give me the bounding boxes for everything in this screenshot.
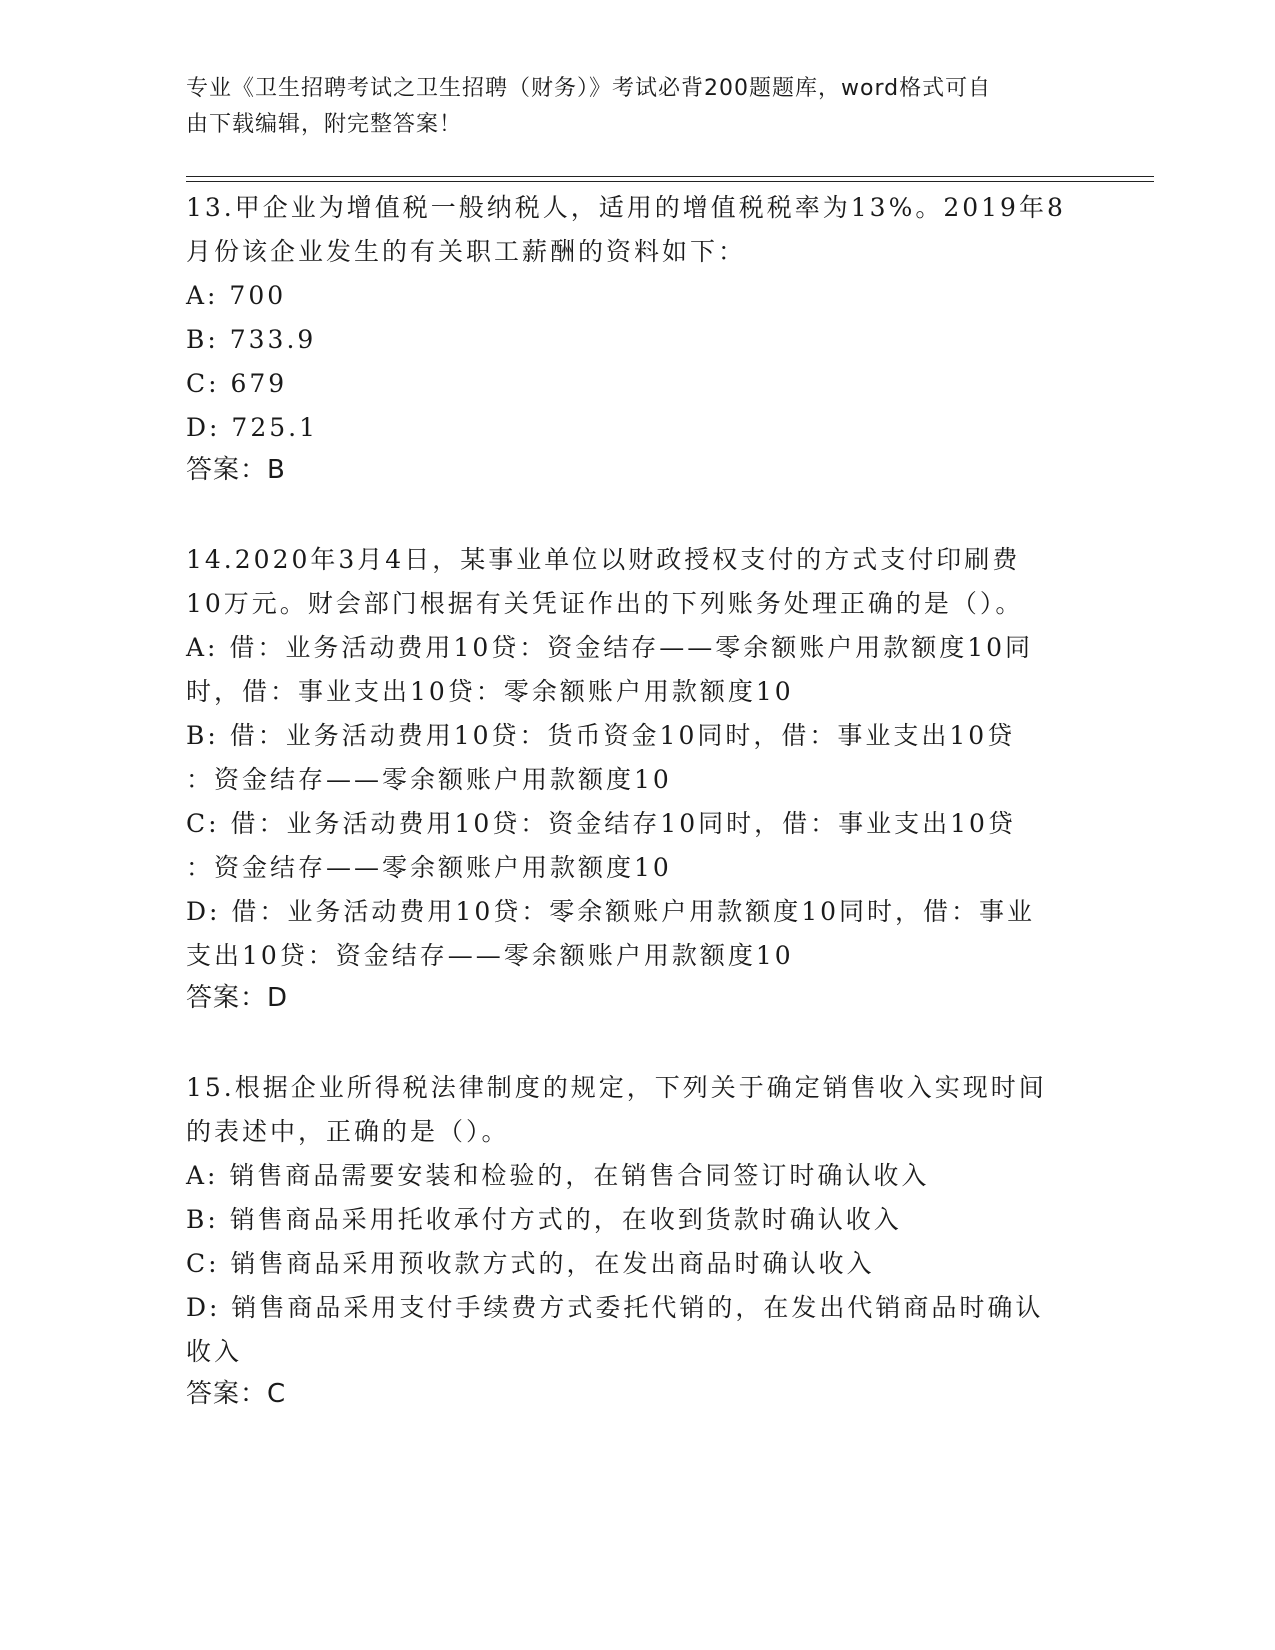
header-divider-top <box>186 176 1154 177</box>
question-stem-line: 10万元。财会部门根据有关凭证作出的下列账务处理正确的是（）。 <box>186 589 1024 618</box>
question-stem-line: 的表述中，正确的是（）。 <box>186 1117 510 1146</box>
option-b: B: 733.9 <box>186 325 317 354</box>
document-header <box>186 71 1066 143</box>
header-line-1: 专业《卫生招聘考试之卫生招聘（财务）》考试必背200题题库，word格式可自 <box>186 76 992 101</box>
option-d: D: 销售商品采用支付手续费方式委托代销的，在发出代销商品时确认 <box>186 1293 1044 1322</box>
option-b-continued: ：资金结存——零余额账户用款额度10 <box>186 765 672 794</box>
question-stem-line: 13.甲企业为增值税一般纳税人，适用的增值税税率为13%。2019年8 <box>186 193 1066 222</box>
option-c: C: 679 <box>186 369 288 398</box>
option-b: B: 借：业务活动费用10贷：货币资金10同时，借：事业支出10贷 <box>186 721 1016 750</box>
option-a: A: 借：业务活动费用10贷：资金结存——零余额账户用款额度10同 <box>186 633 1034 662</box>
question-stem-line: 15.根据企业所得税法律制度的规定，下列关于确定销售收入实现时间 <box>186 1073 1047 1102</box>
option-c: C: 借：业务活动费用10贷：资金结存10同时，借：事业支出10贷 <box>186 809 1016 838</box>
option-d: D: 725.1 <box>186 413 318 442</box>
option-c-continued: ：资金结存——零余额账户用款额度10 <box>186 853 672 882</box>
option-a: A: 700 <box>186 281 287 310</box>
answer-text: 答案：D <box>186 983 289 1013</box>
question-stem-line: 14.2020年3月4日，某事业单位以财政授权支付的方式支付印刷费 <box>186 545 1021 574</box>
header-line-2: 由下载编辑，附完整答案！ <box>186 112 463 137</box>
option-a-continued: 时，借：事业支出10贷：零余额账户用款额度10 <box>186 677 794 706</box>
answer-text: 答案：B <box>186 455 286 485</box>
option-a: A: 销售商品需要安装和检验的，在销售合同签订时确认收入 <box>186 1161 930 1190</box>
question-stem-line: 月份该企业发生的有关职工薪酬的资料如下： <box>186 237 747 266</box>
option-b: B: 销售商品采用托收承付方式的，在收到货款时确认收入 <box>186 1205 902 1234</box>
option-d: D: 借：业务活动费用10贷：零余额账户用款额度10同时，借：事业 <box>186 897 1036 926</box>
header-divider-bottom <box>186 181 1154 182</box>
option-d-continued: 支出10贷：资金结存——零余额账户用款额度10 <box>186 941 794 970</box>
option-d-continued: 收入 <box>186 1337 243 1366</box>
option-c: C: 销售商品采用预收款方式的，在发出商品时确认收入 <box>186 1249 875 1278</box>
answer-text: 答案：C <box>186 1379 287 1409</box>
